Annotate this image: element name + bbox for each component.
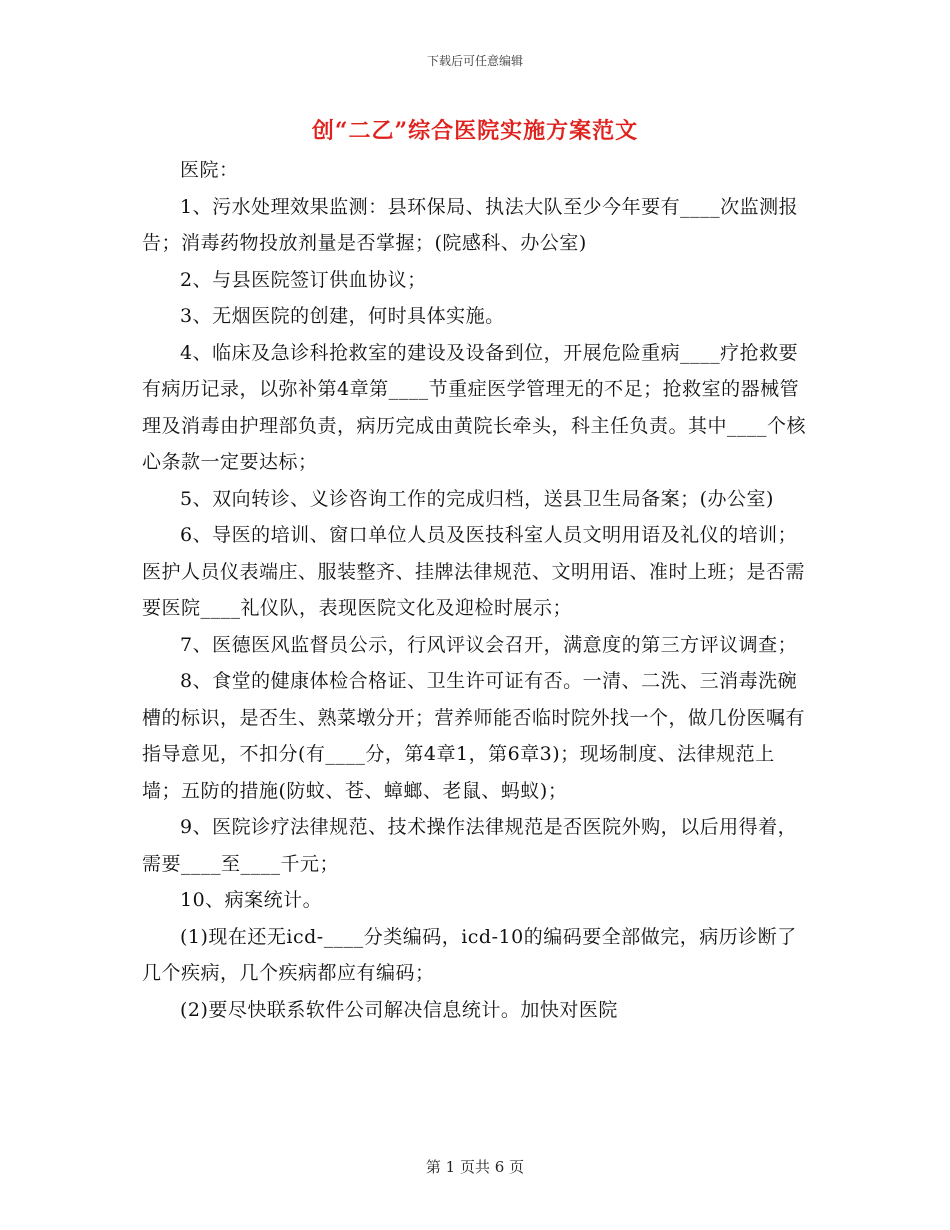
document-title: 创“二乙”综合医院实施方案范文 (311, 118, 639, 144)
paragraph-9: 9、医院诊疗法律规范、技术操作法律规范是否医院外购，以后用得着，需要____至____千元； (142, 816, 798, 875)
paragraph-1: 1、污水处理效果监测：县环保局、执法大队至少今年要有____次监测报告；消毒药物投放剂量是否掌握；(院感科、办公室) (142, 195, 799, 254)
page-footer: 第 1 页共 6 页 (425, 1158, 525, 1176)
greeting: 医院： (180, 159, 239, 181)
paragraph-4: 4、临床及急诊科抢救室的建设及设备到位，开展危险重病____疗抢救要有病历记录，以弥补第4章第____节重症医学管理无的不足；抢救室的器械管理及消毒由护理部负责，病历完成由黄院长牵头，科主任负责。其中____个核心条款一定要达标； (142, 341, 807, 473)
document-body (142, 152, 812, 1028)
paragraph-10: 10、病案统计。 (180, 889, 323, 911)
paragraph-2: 2、与县医院签订供血协议； (180, 268, 427, 291)
paragraph-10-1: (1)现在还无icd-____分类编码，icd-10的编码要全部做完，病历诊断了几个疾病，几个疾病都应有编码； (142, 925, 797, 984)
paragraph-3: 3、无烟医院的创建，何时具体实施。 (180, 305, 505, 327)
paragraph-5: 5、双向转诊、义诊咨询工作的完成归档，送县卫生局备案；(办公室) (180, 487, 774, 510)
paragraph-10-2: (2)要尽快联系软件公司解决信息统计。加快对医院 (180, 998, 618, 1021)
paragraph-7: 7、医德医风监督员公示，行风评议会召开，满意度的第三方评议调查； (180, 633, 798, 656)
page-header-note: 下载后可任意编辑 (426, 54, 523, 68)
paragraph-8: 8、食堂的健康体检合格证、卫生许可证有否。一清、二洗、三消毒洗碗槽的标识，是否生、熟菜墩分开；营养师能否临时院外找一个，做几份医嘱有指导意见，不扣分(有____分，第4章1，第6章3)；现场制度、法律规范上墙；五防的措施(防蚊、苍、蟑螂、老鼠、蚂蚁)； (142, 670, 806, 802)
paragraph-6: 6、导医的培训、窗口单位人员及医技科室人员文明用语及礼仪的培训；医护人员仪表端庄、服装整齐、挂牌法律规范、文明用语、准时上班；是否需要医院____礼仪队，表现医院文化及迎检时展示； (142, 524, 806, 619)
